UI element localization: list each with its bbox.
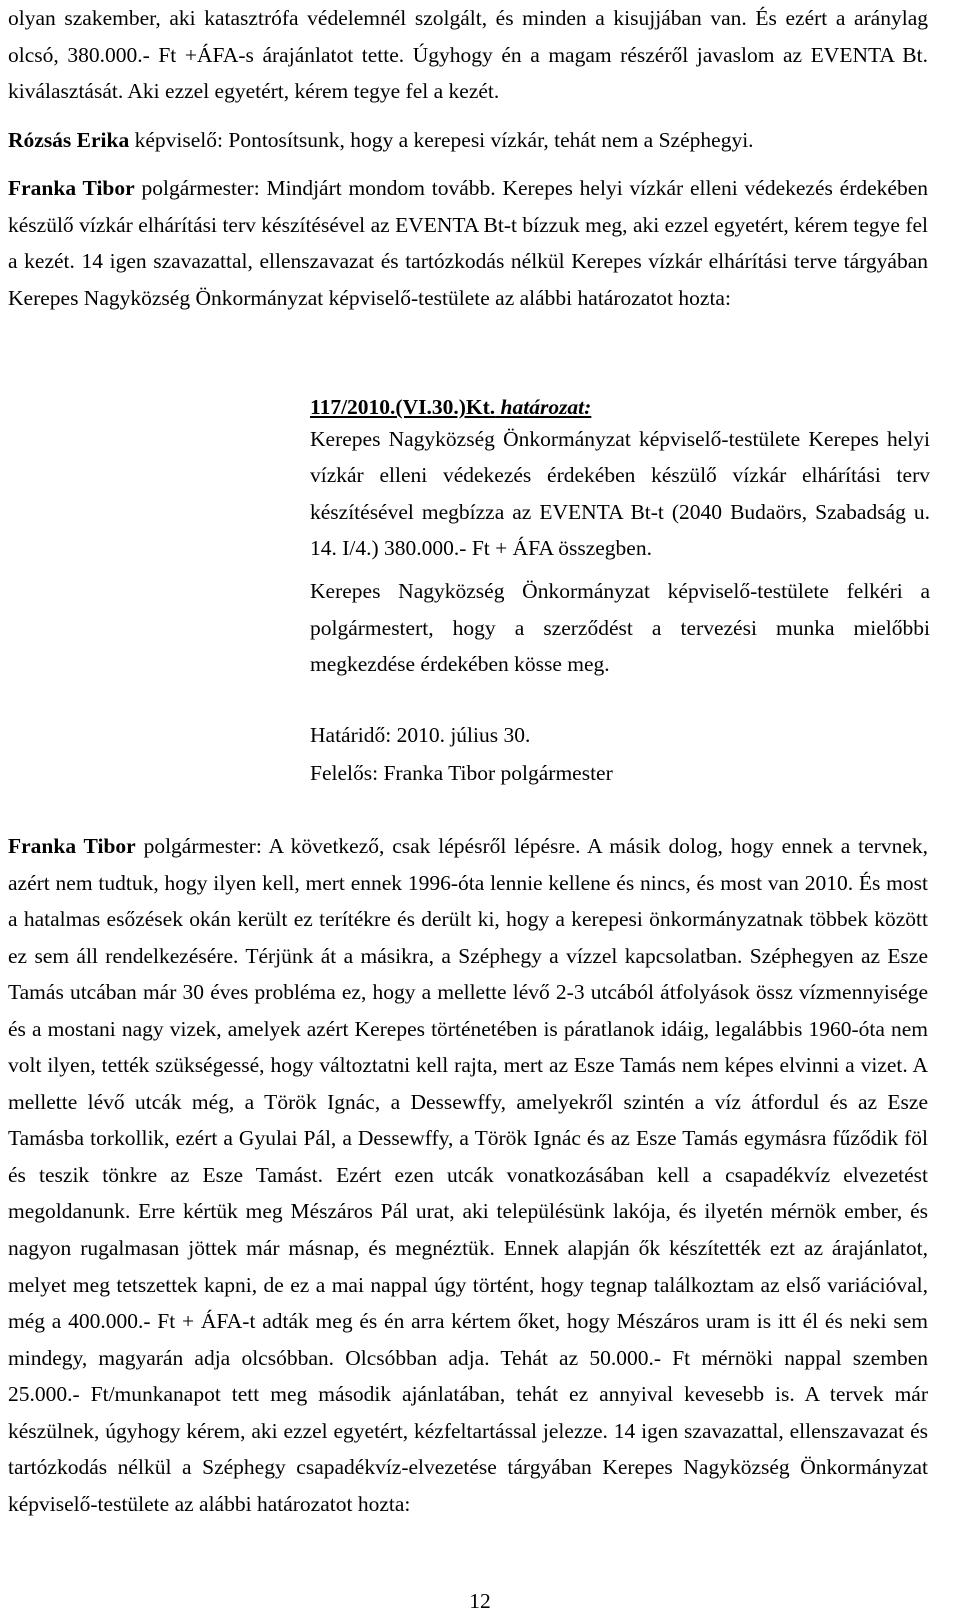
resolution-block — [310, 395, 930, 792]
speaker-name: Rózsás Erika — [8, 127, 130, 152]
statement-franka-tibor — [8, 828, 928, 1522]
resolution-title — [310, 395, 930, 421]
closing-section — [8, 828, 928, 1522]
resolution-paragraph: Kerepes Nagyközség Önkormányzat képviselő-testülete felkéri a polgármestert, hogy a szerződést a tervezési munka mielőbbi megkezdése érdekében kösse meg. — [310, 578, 930, 677]
resolution-number: 117/2010.(VI.30.)Kt. — [310, 395, 496, 419]
statement-text: képviselő: Pontosítsunk, hogy a kerepesi vízkár, tehát nem a Széphegyi. — [129, 127, 754, 152]
resolution-responsible: Felelős: Franka Tibor polgármester — [310, 761, 613, 786]
resolution-deadline: Határidő: 2010. július 30. — [310, 722, 531, 747]
speaker-name: Franka Tibor — [8, 176, 135, 201]
resolution-paragraph: Kerepes Nagyközség Önkormányzat képviselő-testülete Kerepes helyi vízkár elleni védekezés érdekében készülő vízkár elhárítási terv készítésével megbízza az EVENTA Bt-t (2040 Budaörs, Szabadság u. 14. I/4.) 380.000.- Ft + ÁFA összegben. — [310, 426, 930, 561]
page-number: 12 — [469, 1589, 491, 1613]
speaker-name: Franka Tibor — [8, 834, 136, 858]
resolution-label: határozat: — [500, 395, 592, 419]
statement-franka-tibor — [8, 170, 928, 316]
statement-text: polgármester: A következő, csak lépésről lépésre. A másik dolog, hogy ennek a tervnek, azért nem tudtuk, hogy ilyen kell, mert ennek 1996-óta lennie kellene és nincs, és most van 2010. És most a hatalmas esőzések okán került ez terítékre és derült ki, hogy a kerepesi önkormányzatnak többek között ez sem áll rendelkezésére. Térjünk át a másikra, a Széphegy a vízzel kapcsolatban. Széphegyen az Esze Tamás utcában már 30 éves probléma ez, hogy a mellette lévő 2-3 utcából átfolyások össz vízmennyisége és a mostani nagy vizek, amelyek azért Kerepes történetében is páratlanok idáig, legalábbis 1960-óta nem volt ilyen, tették szükségessé, hogy változtatni kell rajta, mert az Esze Tamás nem képes elvinni a vizet. A mellette lévő utcák még, a Török Ignác, a Dessewffy, amelyekről szintén a víz átfordul és az Esze Tamásba torkollik, ezért a Gyulai Pál, a Dessewffy, a Török Ignác és az Esze Tamás egymásra fűződik föl és teszik tönkre az Esze Tamást. Ezért ezen utcák vonatkozásában kell a csapadékvíz elvezetést megoldanunk. Erre kértük meg Mészáros Pál urat, aki településünk lakója, és ilyetén mérnök ember, és nagyon rugalmasan jöttek már másnap, és megnéztük. Ennek alapján ők készítették ezt az árajánlatot, melyet meg tetszettek kapni, de ez a mai nappal úgy történt, hogy tegnap találkoztam az első variációval, még a 400.000.- Ft + ÁFA-t adták meg és én arra kértem őket, hogy Mészáros uram is itt él és neki sem mindegy, magyarán adja olcsóbban. Olcsóbban adja. Tehát az 50.000.- Ft mérnöki nappal szemben 25.000.- Ft/munkanapot tett meg második ajánlatában, tehát ez annyival kevesebb is. A tervek már készülnek, úgyhogy kérem, aki ezzel egyetért, kézfeltartással jelezze. 14 igen szavazattal, ellenszavazat és tartózkodás nélkül a Széphegy csapadékvíz-elvezetése tárgyában Kerepes Nagyközség Önkormányzat képviselő-testülete az alábbi határozatot hozta: — [8, 834, 928, 1516]
statement-text: polgármester: Mindjárt mondom tovább. Kerepes helyi vízkár elleni védekezés érdekében készülő vízkár elhárítási terv készítésével az EVENTA Bt-t bízzuk meg, aki ezzel egyetért, kérem tegye fel a kezét. 14 igen szavazattal, ellenszavazat és tartózkodás nélkül Kerepes vízkár elhárítási terve tárgyában Kerepes Nagyközség Önkormányzat képviselő-testülete az alábbi határozatot hozta: — [8, 176, 928, 310]
statement-rozsas-erika — [8, 122, 928, 159]
intro-paragraph: olyan szakember, aki katasztrófa védelemnél szolgált, és minden a kisujjában van. És ezért a aránylag olcsó, 380.000.- Ft +ÁFA-s árajánlatot tette. Úgyhogy én a magam részéről javaslom az EVENTA Bt. kiválasztását. Aki ezzel egyetért, kérem tegye fel a kezét. — [8, 6, 928, 104]
document-page — [8, 0, 928, 316]
